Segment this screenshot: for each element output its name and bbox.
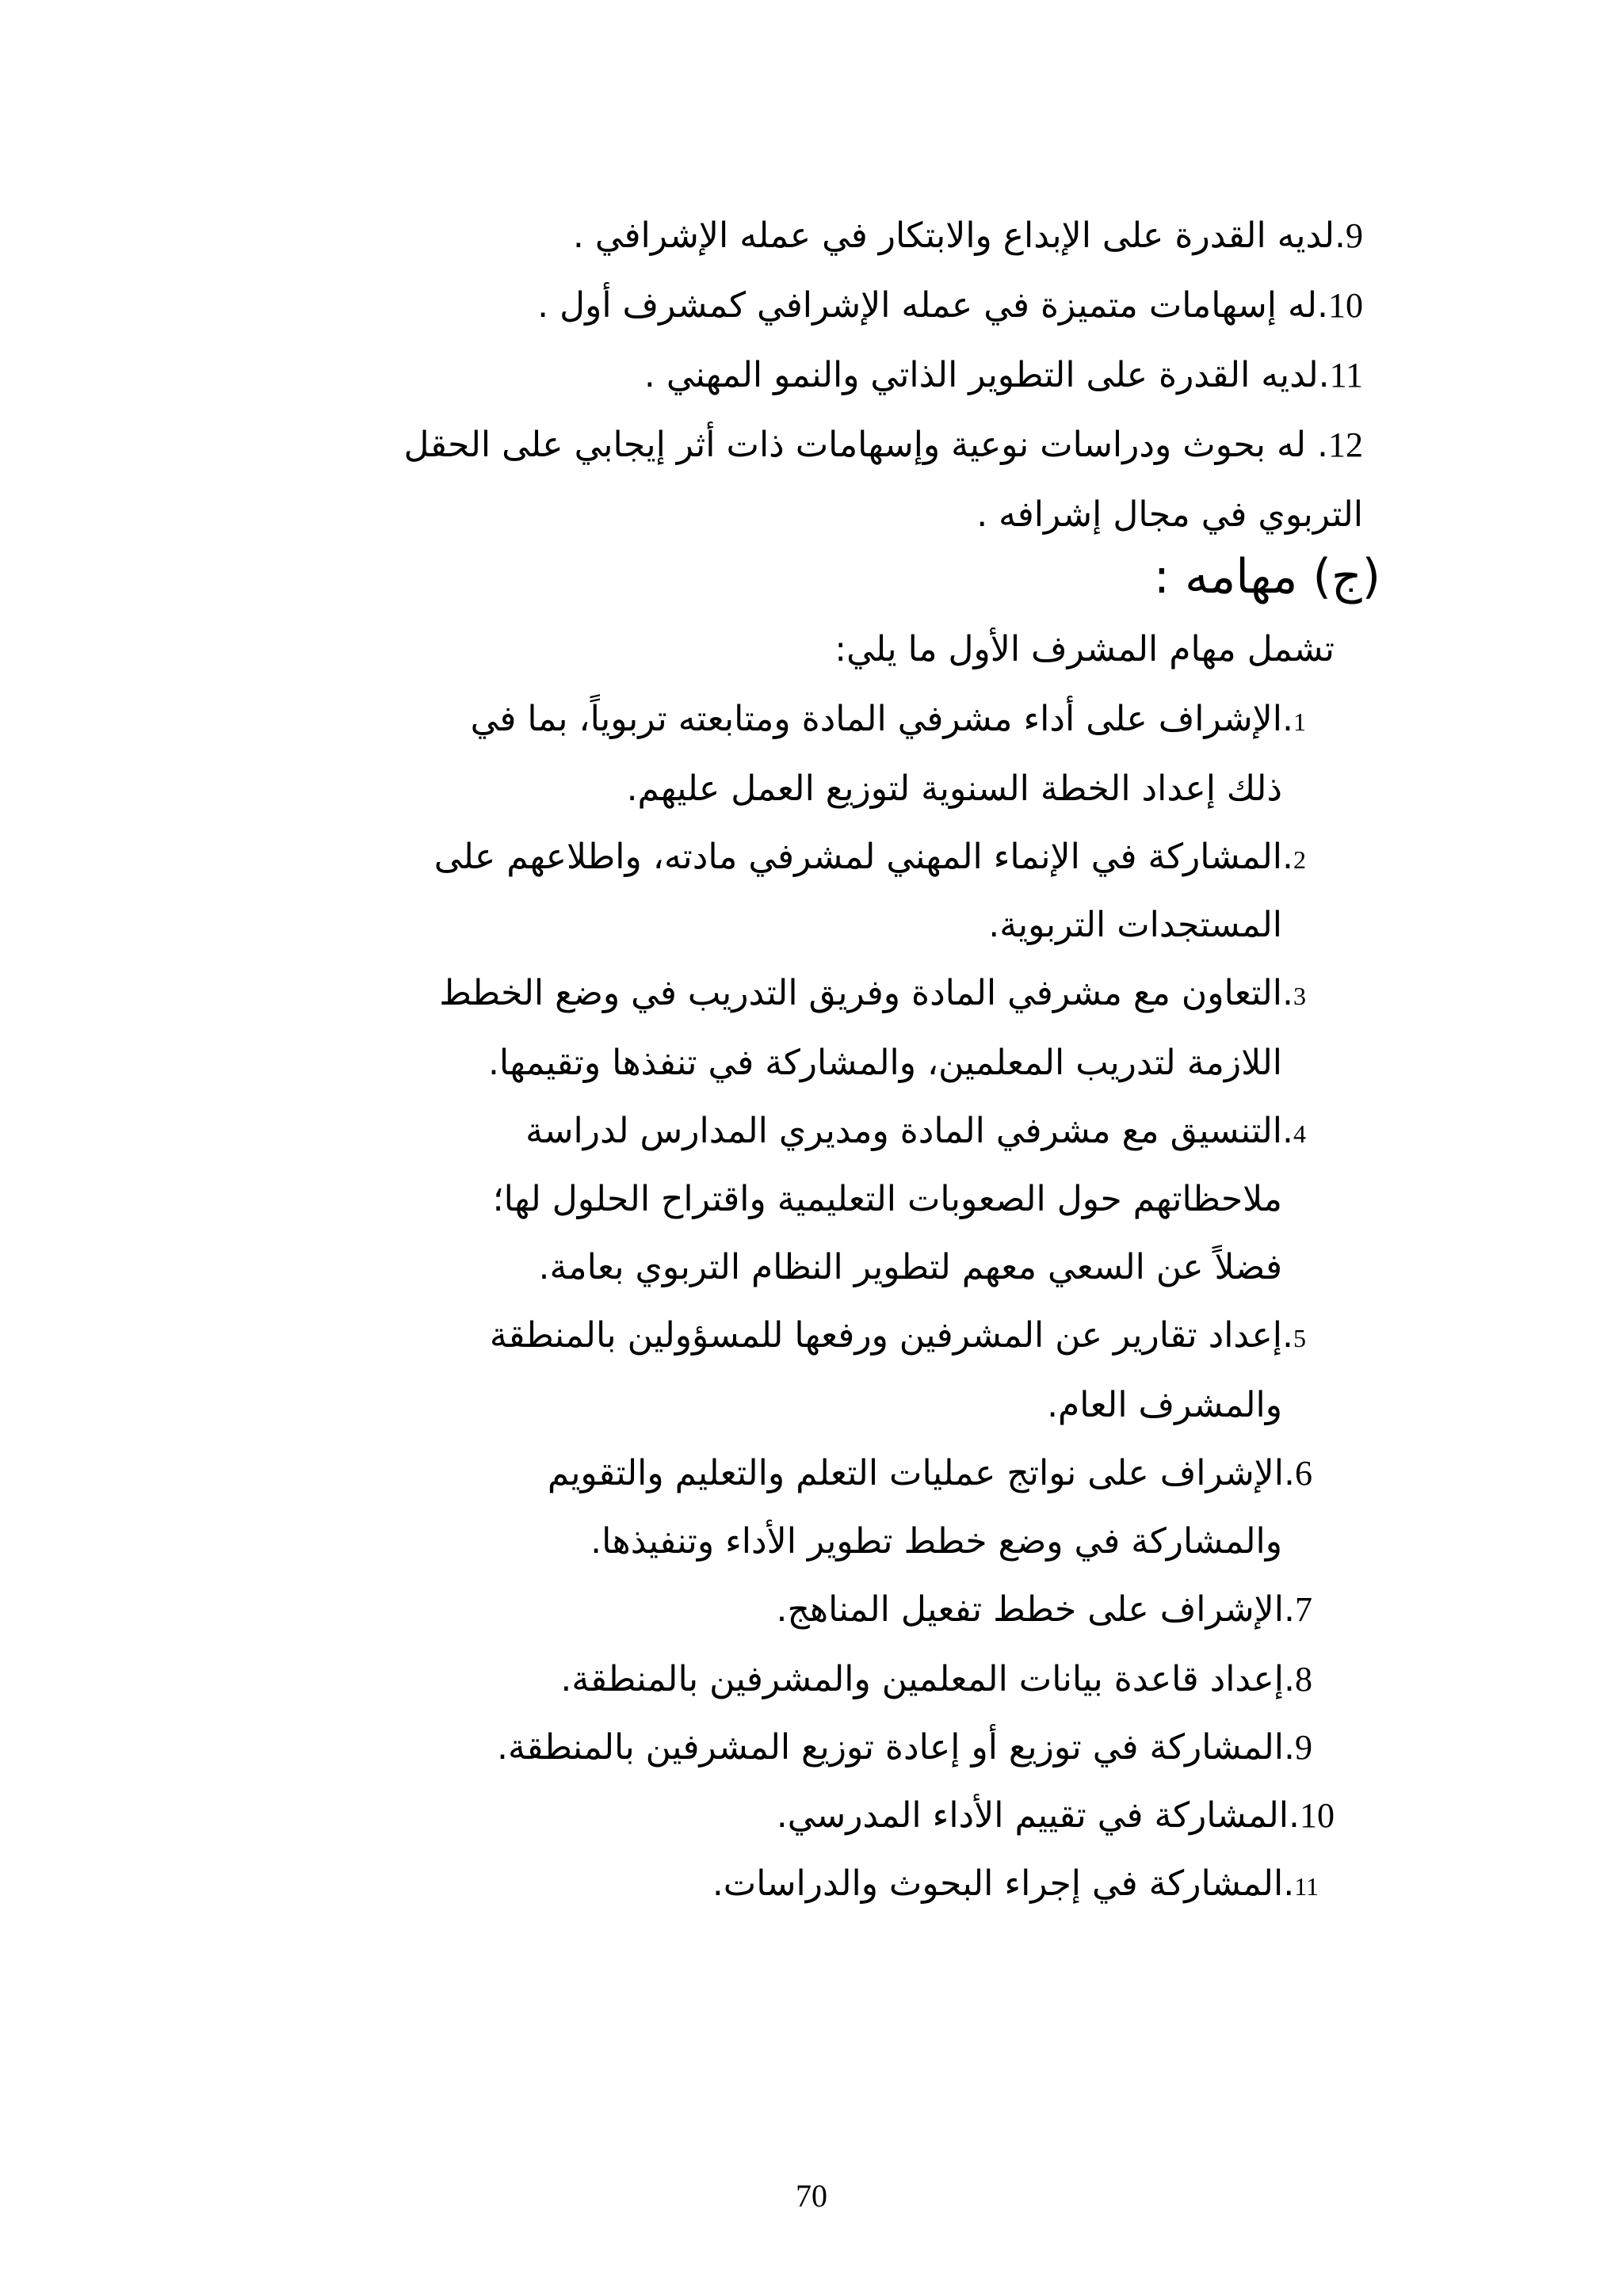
task-number: 1 [1293,707,1306,736]
task-number: 10 [1300,1796,1335,1835]
criterion-12-continuation [976,491,1363,539]
task-4-continuation: ملاحظاتهم حول الصعوبات التعليمية واقتراح الحلول لها؛ [492,1179,1282,1219]
task-number: 9 [1295,1728,1312,1767]
task-11: 11.المشاركة في إجراء البحوث والدراسات. [712,1863,1319,1904]
criterion-text: التربوي في مجال إشرافه . [976,494,1363,535]
criterion-11: 11.لديه القدرة على التطوير الذاتي والنمو المهني . [643,355,1363,395]
criterion-number: 10 [1328,286,1363,325]
task-3-continuation: اللازمة لتدريب المعلمين، والمشاركة في تنفذها وتقيمها. [487,1043,1282,1083]
task-text: إعداد تقارير عن المشرفين ورفعها للمسؤولين بالمنطقة [489,1315,1282,1356]
task-number: 11 [1294,1872,1319,1901]
page-number: 70 [796,2178,827,2214]
task-text: التنسيق مع مشرفي المادة ومديري المدارس لدراسة [525,1111,1282,1151]
task-5: 5.إعداد تقارير عن المشرفين ورفعها للمسؤولين بالمنطقة [489,1315,1306,1356]
criterion-text: لديه القدرة على التطوير الذاتي والنمو المهني . [643,355,1319,395]
task-number: 6 [1295,1454,1312,1493]
task-number: 2 [1293,845,1306,874]
task-text: المشاركة في توزيع أو إعادة توزيع المشرفين بالمنطقة. [496,1727,1284,1768]
task-number: 5 [1293,1324,1306,1352]
task-2-continuation: المستجدات التربوية. [988,905,1282,945]
task-9: 9.المشاركة في توزيع أو إعادة توزيع المشرفين بالمنطقة. [496,1727,1312,1768]
task-4: 4.التنسيق مع مشرفي المادة ومديري المدارس لدراسة [525,1111,1306,1151]
task-number: 7 [1295,1590,1312,1629]
criterion-10: 10.له إسهامات متميزة في عمله الإشرافي كمشرف أول . [537,285,1363,326]
task-number: 8 [1295,1660,1312,1699]
task-7: 7.الإشراف على خطط تفعيل المناهج. [776,1589,1312,1630]
criterion-9: 9.لديه القدرة على الإبداع والابتكار في عمله الإشرافي . [572,215,1363,256]
criterion-number: 12 [1328,425,1363,464]
task-text: المشاركة في تقييم الأداء المدرسي. [776,1795,1289,1836]
task-5-continuation: والمشرف العام. [1047,1385,1282,1425]
task-3: 3.التعاون مع مشرفي المادة وفريق التدريب في وضع الخطط [439,973,1306,1013]
section-heading: (ج) مهامه : [1153,549,1381,605]
task-number: 3 [1293,982,1306,1010]
task-text: الإشراف على نواتج عمليات التعلم والتعليم والتقويم [547,1453,1284,1493]
task-4-continuation: فضلاً عن السعي معهم لتطوير النظام التربوي بعامة. [538,1247,1282,1287]
task-text: الإشراف على أداء مشرفي المادة ومتابعته تربوياً، بما في [470,699,1282,739]
task-text: المشاركة في إجراء البحوث والدراسات. [712,1863,1284,1904]
task-10: 10.المشاركة في تقييم الأداء المدرسي. [776,1795,1335,1836]
task-text: إعداد قاعدة بيانات المعلمين والمشرفين بالمنطقة. [560,1659,1284,1699]
task-8: 8.إعداد قاعدة بيانات المعلمين والمشرفين بالمنطقة. [560,1659,1312,1699]
criterion-number: 9 [1346,216,1363,255]
task-1-continuation: ذلك إعداد الخطة السنوية لتوزيع العمل عليهم. [626,769,1282,809]
task-text: التعاون مع مشرفي المادة وفريق التدريب في وضع الخطط [439,973,1282,1013]
task-text: الإشراف على خطط تفعيل المناهج. [776,1589,1284,1630]
task-2: 2.المشاركة في الإنماء المهني لمشرفي مادته، واطلاعهم على [433,837,1306,877]
tasks-intro: تشمل مهام المشرف الأول ما يلي: [834,629,1335,669]
criterion-text: لديه القدرة على الإبداع والابتكار في عمله الإشرافي . [572,215,1335,256]
criterion-text: له إسهامات متميزة في عمله الإشرافي كمشرف أول . [537,285,1317,326]
task-1: 1.الإشراف على أداء مشرفي المادة ومتابعته تربوياً، بما في [470,699,1306,739]
criterion-12 [404,421,1363,469]
task-6: 6.الإشراف على نواتج عمليات التعلم والتعليم والتقويم [547,1453,1312,1493]
task-number: 4 [1293,1119,1306,1148]
task-text: المشاركة في الإنماء المهني لمشرفي مادته، واطلاعهم على [433,837,1282,877]
criterion-text: . له بحوث ودراسات نوعية وإسهامات ذات أثر إيجابي على الحقل [403,425,1328,465]
criterion-number: 11 [1329,356,1363,395]
task-6-continuation: والمشاركة في وضع خطط تطوير الأداء وتنفيذها. [590,1521,1282,1562]
